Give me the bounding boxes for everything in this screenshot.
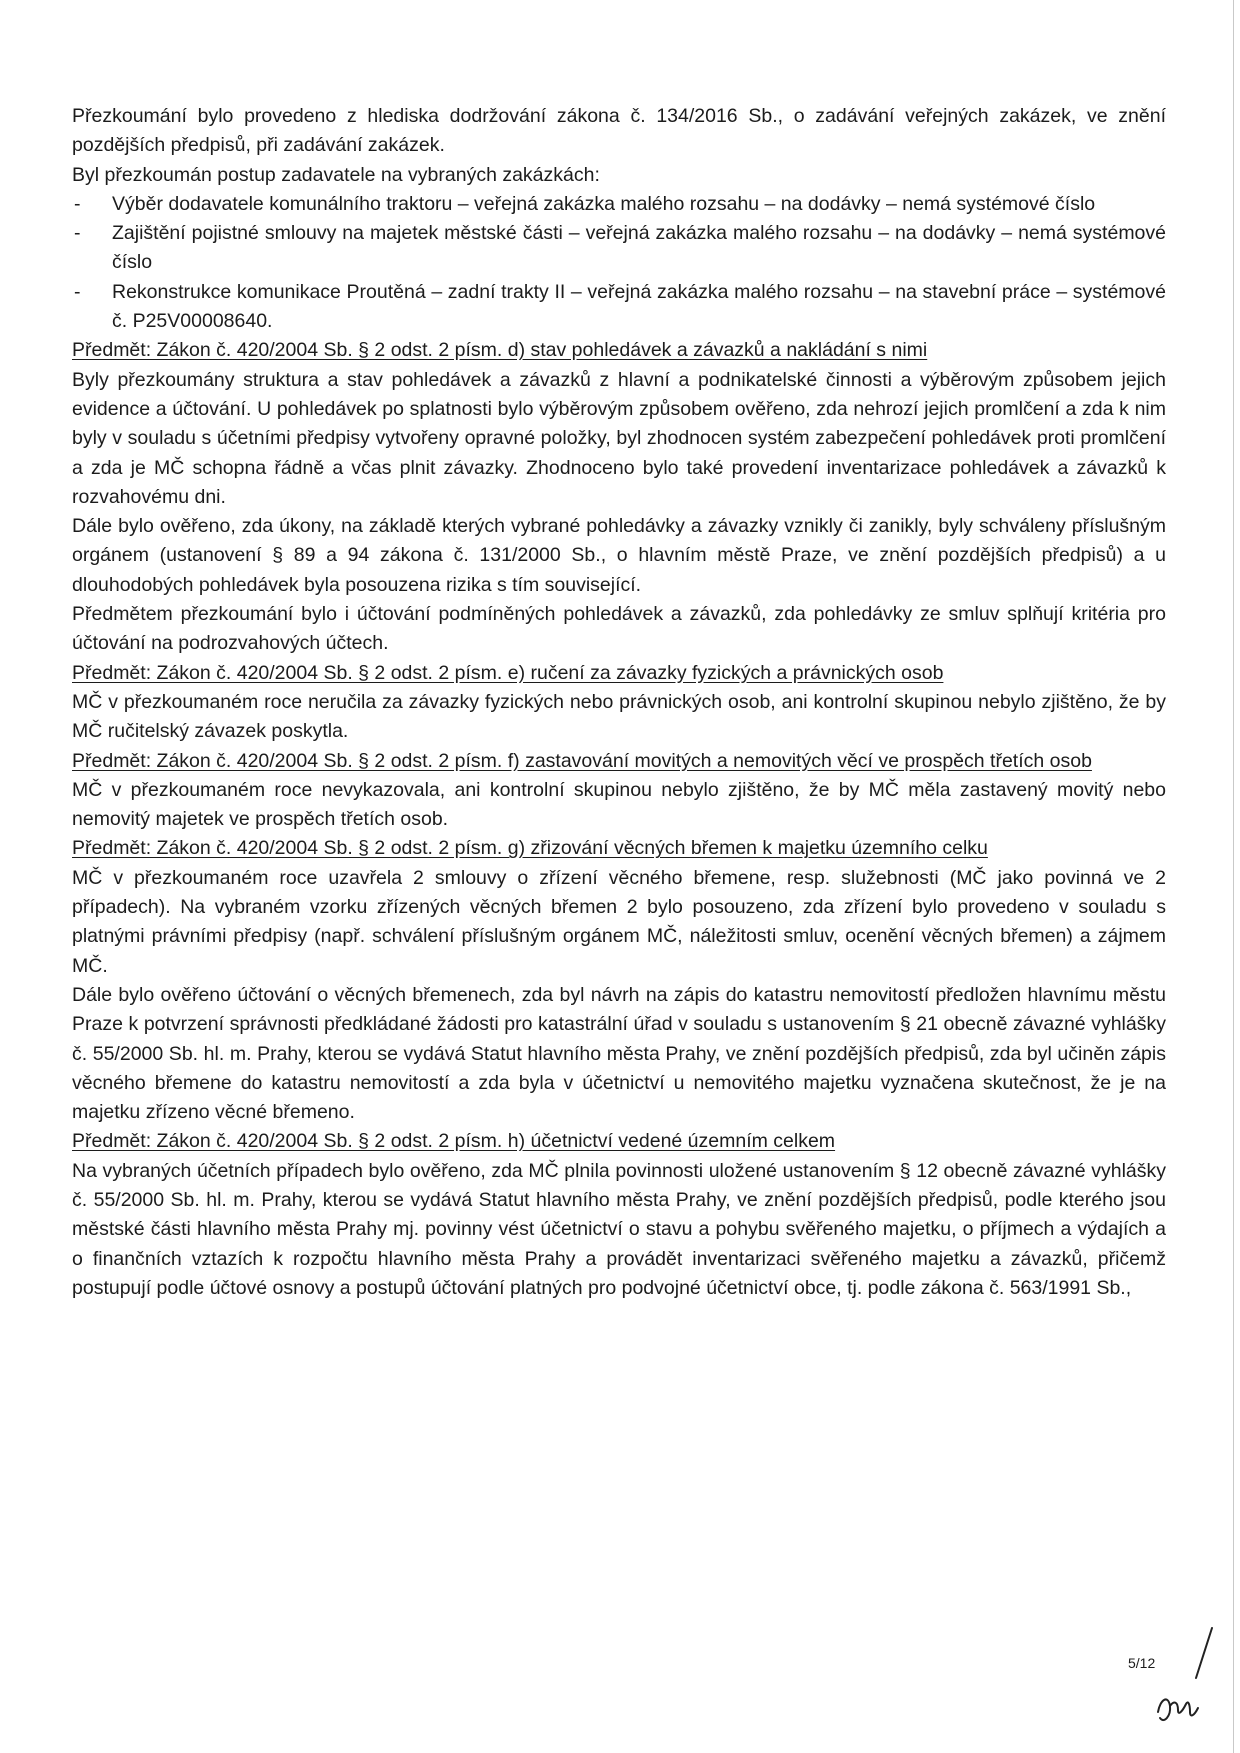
list-item: - Rekonstrukce komunikace Proutěná – zadní trakty II – veřejná zakázka malého rozsahu – na stavební práce – systémové č. P25V00008640. — [72, 278, 1166, 337]
section-heading-e: Předmět: Zákon č. 420/2004 Sb. § 2 odst. 2 písm. e) ručení za závazky fyzických a právnických osob — [72, 661, 944, 684]
section-e-paragraph: MČ v přezkoumaném roce neručila za závazky fyzických nebo právnických osob, ani kontrolní skupinou nebylo zjištěno, že by MČ ručitelský závazek poskytla. — [72, 690, 1166, 743]
section-heading-d: Předmět: Zákon č. 420/2004 Sb. § 2 odst. 2 písm. d) stav pohledávek a závazků a nakládání s nimi — [72, 339, 928, 362]
list-item: - Výběr dodavatele komunálního traktoru – veřejná zakázka malého rozsahu – na dodávky – nemá systémové číslo — [72, 190, 1166, 219]
intro-paragraph-2: Byl přezkoumán postup zadavatele na vybraných zakázkách: — [72, 163, 600, 186]
document-body — [72, 102, 1166, 1303]
section-heading-f: Předmět: Zákon č. 420/2004 Sb. § 2 odst. 2 písm. f) zastavování movitých a nemovitých věcí ve prospěch třetích osob — [72, 749, 1092, 772]
intro-paragraph: Přezkoumání bylo provedeno z hlediska dodržování zákona č. 134/2016 Sb., o zadávání veřejných zakázek, ve znění pozdějších předpisů, při zadávání zakázek. — [72, 105, 1166, 157]
page-edge — [1233, 0, 1234, 1753]
contracts-list — [72, 190, 1166, 336]
section-d-paragraph-2: Dále bylo ověřeno, zda úkony, na základě kterých vybrané pohledávky a závazky vznikly či zanikly, byly schváleny příslušným orgánem (ustanovení § 89 a 94 zákona č. 131/2000 Sb., o hlavním městě Praze, ve znění pozdějších předpisů) a u dlouhodobých pohledávek byla posouzena rizika s tím související. — [72, 515, 1166, 596]
section-h-paragraph: Na vybraných účetních případech bylo ověřeno, zda MČ plnila povinnosti uložené ustanovením § 12 obecně závazné vyhlášky č. 55/2000 Sb. hl. m. Prahy, kterou se vydává Statut hlavního města Prahy, ve znění pozdějších předpisů, podle kterého jsou městské části hlavního města Prahy mj. povinny vést účetnictví o stavu a pohybu svěřeného majetku, o příjmech a výdajích a o finančních vztazích k rozpočtu hlavního města Prahy a provádět inventarizaci svěřeného majetku a závazků, přičemž postupují podle účtové osnovy a postupů účtování platných pro podvojné účetnictví obce, tj. podle zákona č. 563/1991 Sb., — [72, 1159, 1166, 1299]
section-g-paragraph-1: MČ v přezkoumaném roce uzavřela 2 smlouvy o zřízení věcného břemene, resp. služebnosti (MČ jako povinná ve 2 případech). Na vybraném vzorku zřízených věcných břemen 2 bylo posouzeno, zda zřízení bylo provedeno v souladu s platnými právními předpisy (např. schválení příslušným orgánem MČ, náležitosti smluv, ocenění věcných břemen) a zájmem MČ. — [72, 866, 1166, 977]
page-number: 5/12 — [1128, 1655, 1156, 1671]
section-heading-h: Předmět: Zákon č. 420/2004 Sb. § 2 odst. 2 písm. h) účetnictví vedené územním celkem — [72, 1130, 836, 1153]
list-item: - Zajištění pojistné smlouvy na majetek městské části – veřejná zakázka malého rozsahu – na dodávky – nemá systémové číslo — [72, 219, 1166, 278]
section-f-paragraph: MČ v přezkoumaném roce nevykazovala, ani kontrolní skupinou nebylo zjištěno, že by MČ měla zastavený movitý nebo nemovitý majetek ve prospěch třetích osob. — [72, 778, 1166, 831]
section-heading-g: Předmět: Zákon č. 420/2004 Sb. § 2 odst. 2 písm. g) zřizování věcných břemen k majetku územního celku — [72, 837, 988, 860]
section-d-paragraph-1: Byly přezkoumány struktura a stav pohledávek a závazků z hlavní a podnikatelské činnosti a výběrovým způsobem jejich evidence a účtování. U pohledávek po splatnosti bylo výběrovým způsobem ověřeno, zda nehrozí jejich promlčení a zda k nim byly v souladu s účetními předpisy vytvořeny opravné položky, byl zhodnocen systém zabezpečení pohledávek proti promlčení a zda je MČ schopna řádně a včas plnit závazky. Zhodnoceno bylo také provedení inventarizace pohledávek a závazků k rozvahovému dni. — [72, 368, 1166, 508]
handwritten-initials-signature — [1150, 1620, 1230, 1730]
section-g-paragraph-2: Dále bylo ověřeno účtování o věcných břemenech, zda byl návrh na zápis do katastru nemovitostí předložen hlavnímu městu Praze k potvrzení správnosti předkládané žádosti pro katastrální úřad v souladu s ustanovením § 21 obecně závazné vyhlášky č. 55/2000 Sb. hl. m. Prahy, kterou se vydává Statut hlavního města Prahy, ve znění pozdějších předpisů, zda byl učiněn zápis věcného břemene do katastru nemovitostí a zda byla v účetnictví u nemovitého majetku vyznačena skutečnost, že je na majetku zřízeno věcné břemeno. — [72, 983, 1166, 1124]
section-d-paragraph-3: Předmětem přezkoumání bylo i účtování podmíněných pohledávek a závazků, zda pohledávky ze smluv splňují kritéria pro účtování na podrozvahových účtech. — [72, 603, 1166, 655]
